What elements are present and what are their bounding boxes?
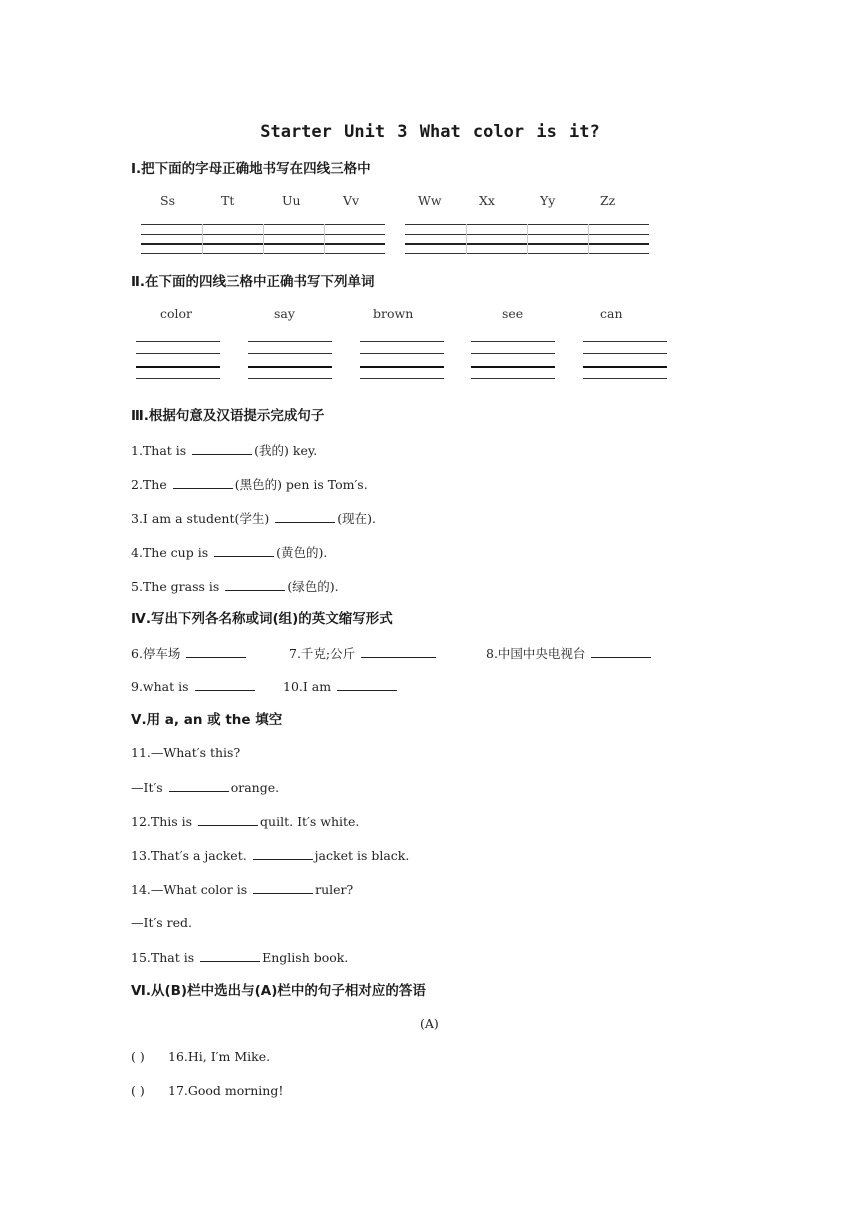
answer-blank[interactable] (200, 949, 260, 962)
letter-label: Vv (343, 193, 360, 208)
section-5-heading: Ⅴ.用 a, an 或 the 填空 (131, 712, 283, 728)
answer-blank[interactable] (198, 813, 258, 826)
question-3: 3.I am a student(学生) (现在). (131, 511, 376, 526)
question-14: 14.—What color is ruler? (131, 882, 354, 897)
question-16: ( ) 16.Hi, I′m Mike. (131, 1049, 271, 1064)
section-6-heading: Ⅵ.从(B)栏中选出与(A)栏中的句子相对应的答语 (131, 983, 426, 999)
letter-label: Yy (540, 193, 556, 208)
question-1: 1.That is (我的) key. (131, 443, 318, 458)
question-11-prompt: 11.—What′s this? (131, 745, 241, 760)
section-3-heading: Ⅲ.根据句意及汉语提示完成句子 (131, 408, 325, 424)
word-label: brown (373, 306, 414, 321)
section-2-heading: Ⅱ.在下面的四线三格中正确书写下列单词 (131, 274, 375, 290)
answer-blank[interactable] (186, 645, 246, 658)
word-label: can (600, 306, 623, 321)
answer-blank[interactable] (173, 476, 233, 489)
word-grid[interactable] (471, 341, 555, 381)
answer-blank[interactable] (225, 578, 285, 591)
answer-blank[interactable] (253, 847, 313, 860)
question-12: 12.This is quilt. It′s white. (131, 814, 360, 829)
column-a-label: (A) (420, 1016, 439, 1031)
question-9: 9.what is (131, 678, 257, 694)
letter-label: Uu (282, 193, 301, 208)
word-label: color (160, 306, 193, 321)
word-grid[interactable] (136, 341, 220, 381)
question-13: 13.That′s a jacket. jacket is black. (131, 848, 410, 863)
answer-blank[interactable] (253, 881, 313, 894)
word-label: see (502, 306, 524, 321)
question-5: 5.The grass is (绿色的). (131, 579, 339, 594)
letter-label: Ss (160, 193, 175, 208)
answer-paren[interactable]: ( ) (131, 1049, 145, 1064)
letter-label: Tt (221, 193, 235, 208)
question-14-answer: —It′s red. (131, 915, 193, 930)
question-4: 4.The cup is (黄色的). (131, 545, 328, 560)
question-6: 6.停车场 (131, 644, 248, 662)
answer-paren[interactable]: ( ) (131, 1083, 145, 1098)
letter-label: Xx (479, 193, 495, 208)
answer-blank[interactable] (275, 510, 335, 523)
word-grid[interactable] (360, 341, 444, 381)
question-11-answer: —It′s orange. (131, 780, 280, 795)
four-line-grid-right[interactable] (405, 224, 649, 254)
question-15: 15.That is English book. (131, 950, 349, 965)
four-line-grid-left[interactable] (141, 224, 385, 254)
question-2: 2.The (黑色的) pen is Tom′s. (131, 477, 368, 492)
question-10: 10.I am (283, 678, 399, 694)
word-grid[interactable] (583, 341, 667, 381)
page-title: Starter Unit 3 What color is it? (260, 122, 600, 142)
answer-blank[interactable] (361, 645, 436, 658)
section-4-heading: Ⅳ.写出下列各名称或词(组)的英文缩写形式 (131, 611, 393, 627)
answer-blank[interactable] (591, 645, 651, 658)
section-1-heading: Ⅰ.把下面的字母正确地书写在四线三格中 (131, 161, 371, 177)
word-grid[interactable] (248, 341, 332, 381)
question-17: ( ) 17.Good morning! (131, 1083, 284, 1098)
answer-blank[interactable] (195, 678, 255, 691)
answer-blank[interactable] (169, 779, 229, 792)
question-7: 7.千克;公斤 (289, 644, 438, 662)
word-label: say (274, 306, 295, 321)
letter-label: Zz (600, 193, 616, 208)
answer-blank[interactable] (337, 678, 397, 691)
letter-label: Ww (418, 193, 442, 208)
answer-blank[interactable] (214, 544, 274, 557)
answer-blank[interactable] (192, 442, 252, 455)
question-8: 8.中国中央电视台 (486, 644, 653, 662)
